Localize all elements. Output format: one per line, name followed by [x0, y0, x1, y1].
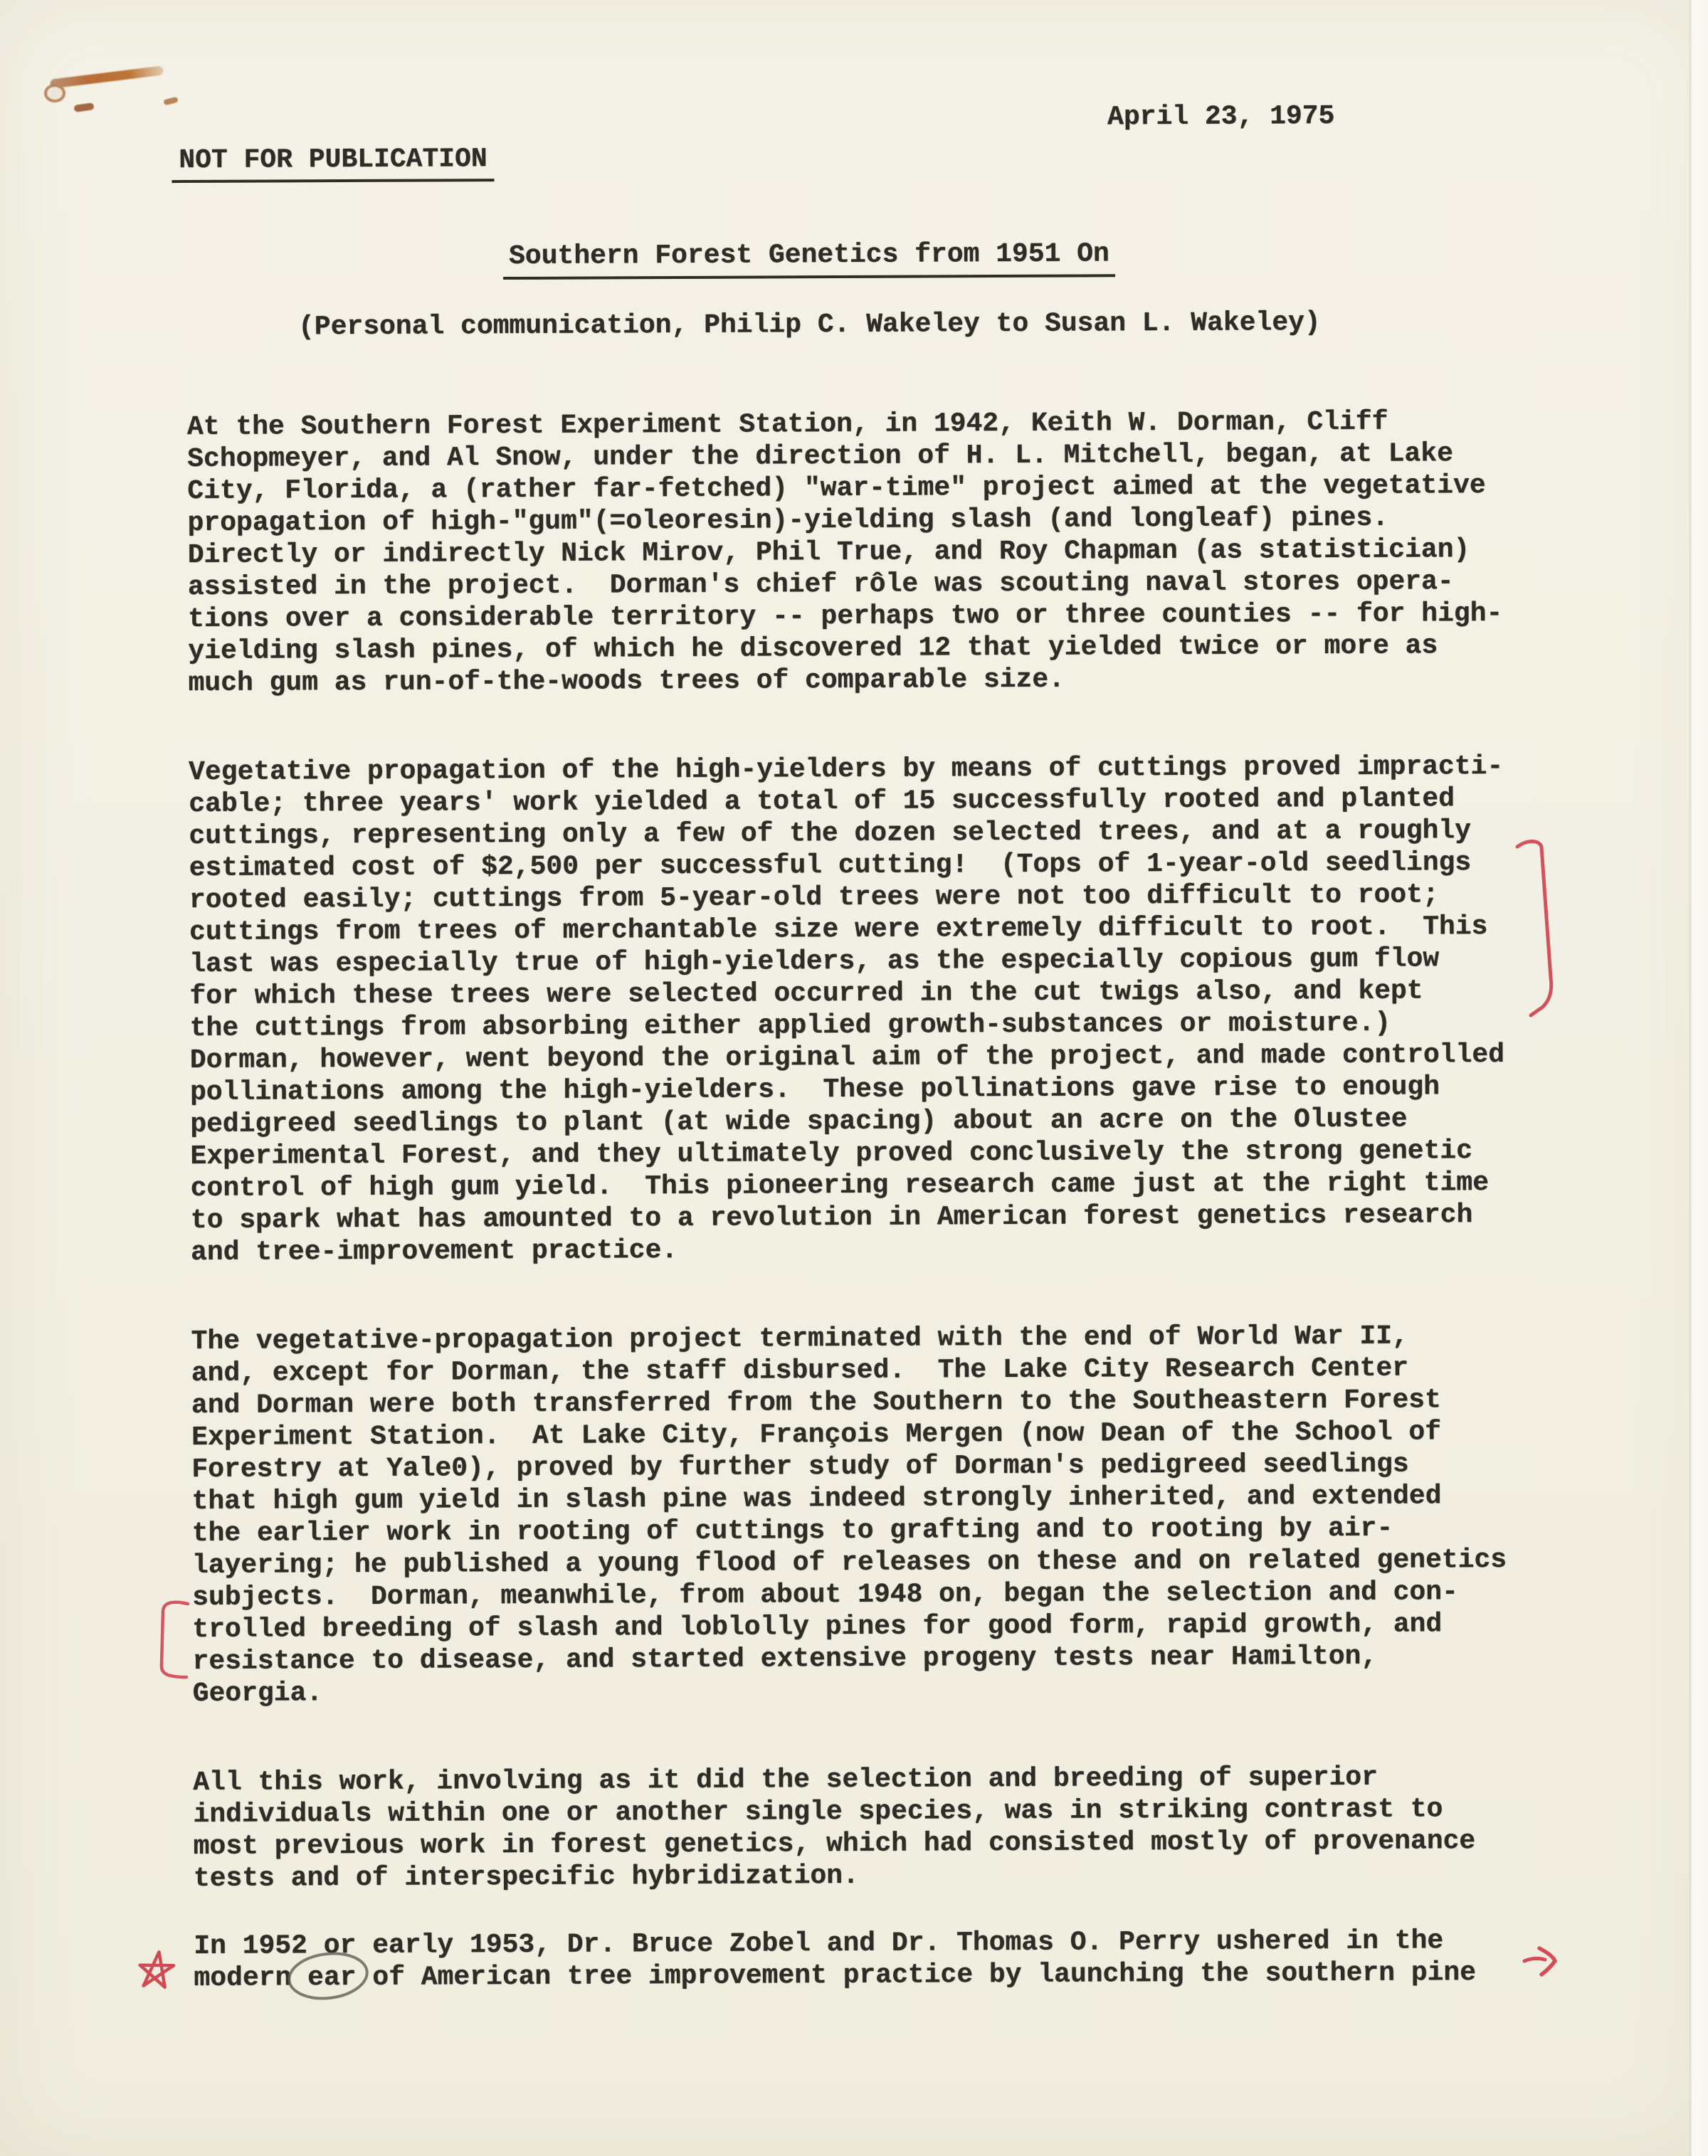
- not-for-publication-notice: NOT FOR PUBLICATION: [172, 143, 495, 183]
- paragraph-2: Vegetative propagation of the high-yielders by means of cuttings proved impracti- cable; three years' work yielded a total of 15 successfully rooted and planted cuttings, representing only a few of the dozen selected trees, and at a roughly estimated cost of $2,500 per successful cutting! (Tops of 1-year-old seedlings rooted easily; cuttings from 5-year-old trees were not too difficult to root; cuttings from trees of merchantable size were extremely difficult to root. This last was especially true of high-yielders, as the especially copious gum flow for which these trees were selected occurred in the cut twigs also, and kept the cuttings from absorbing either applied growth-substances or moisture.) Dorman, however, went beyond the original aim of the project, and made controlled pollinations among the high-yielders. These pollinations gave rise to enough pedigreed seedlings to plant (at wide spacing) about an acre on the Olustee Experimental Forest, and they ultimately proved conclusively the strong genetic control of high gum yield. This pioneering research came just at the right time to spark what has amounted to a revolution in American forest genetics research and tree-improvement practice.: [189, 751, 1505, 1268]
- paper-right-edge: [1689, 0, 1708, 2156]
- date: April 23, 1975: [1107, 100, 1335, 133]
- document-title: Southern Forest Genetics from 1951 On: [503, 238, 1115, 280]
- paragraph-1: At the Southern Forest Experiment Station, in 1942, Keith W. Dorman, Cliff Schopmeyer, and Al Snow, under the direction of H. L. Mitchell, began, at Lake City, Florida, a (rather far-fetched) "war-time" project aimed at the vegetative propagation of high-"gum"(=oleoresin)-yielding slash (and longleaf) pines. Directly or indirectly Nick Mirov, Phil True, and Roy Chapman (as statistician) assisted in the project. Dorman's chief rôle was scouting naval stores opera- tions over a considerable territory -- perhaps two or three counties -- for high- yielding slash pines, of which he discovered 12 that yielded twice or more as much gum as run-of-the-woods trees of comparable size.: [186, 406, 1503, 699]
- paragraph-3: The vegetative-propagation project terminated with the end of World War II, and, except for Dorman, the staff disbursed. The Lake City Research Center and Dorman were both transferred from the Southern to the Southeastern Forest Experiment Station. At Lake City, François Mergen (now Dean of the School of Forestry at Yale0), proved by further study of Dorman's pedigreed seedlings that high gum yield in slash pine was indeed strongly inherited, and extended the earlier work in rooting of cuttings to grafting and to rooting by air- layering; he published a young flood of releases on these and on related genetics subjects. Dorman, meanwhile, from about 1948 on, began the selection and con- trolled breeding of slash and loblolly pines for good form, rapid growth, and resistance to disease, and started extensive progeny tests near Hamilton, Georgia.: [191, 1321, 1507, 1709]
- paragraph-4: All this work, involving as it did the selection and breeding of superior individuals within one or another single species, was in striking contrast to most previous work in forest genetics, which had consisted mostly of provenance tests and of interspecific hybridization.: [193, 1762, 1476, 1894]
- paragraph-5: In 1952 or early 1953, Dr. Bruce Zobel and Dr. Thomas O. Perry ushered in the modern ear of American tree improvement practice by launching the southern pine: [194, 1925, 1477, 1994]
- document-body: [187, 405, 1603, 2051]
- title-row: [133, 236, 1485, 281]
- document-subtitle: (Personal communication, Philip C. Wakeley to Susan L. Wakeley): [297, 307, 1321, 343]
